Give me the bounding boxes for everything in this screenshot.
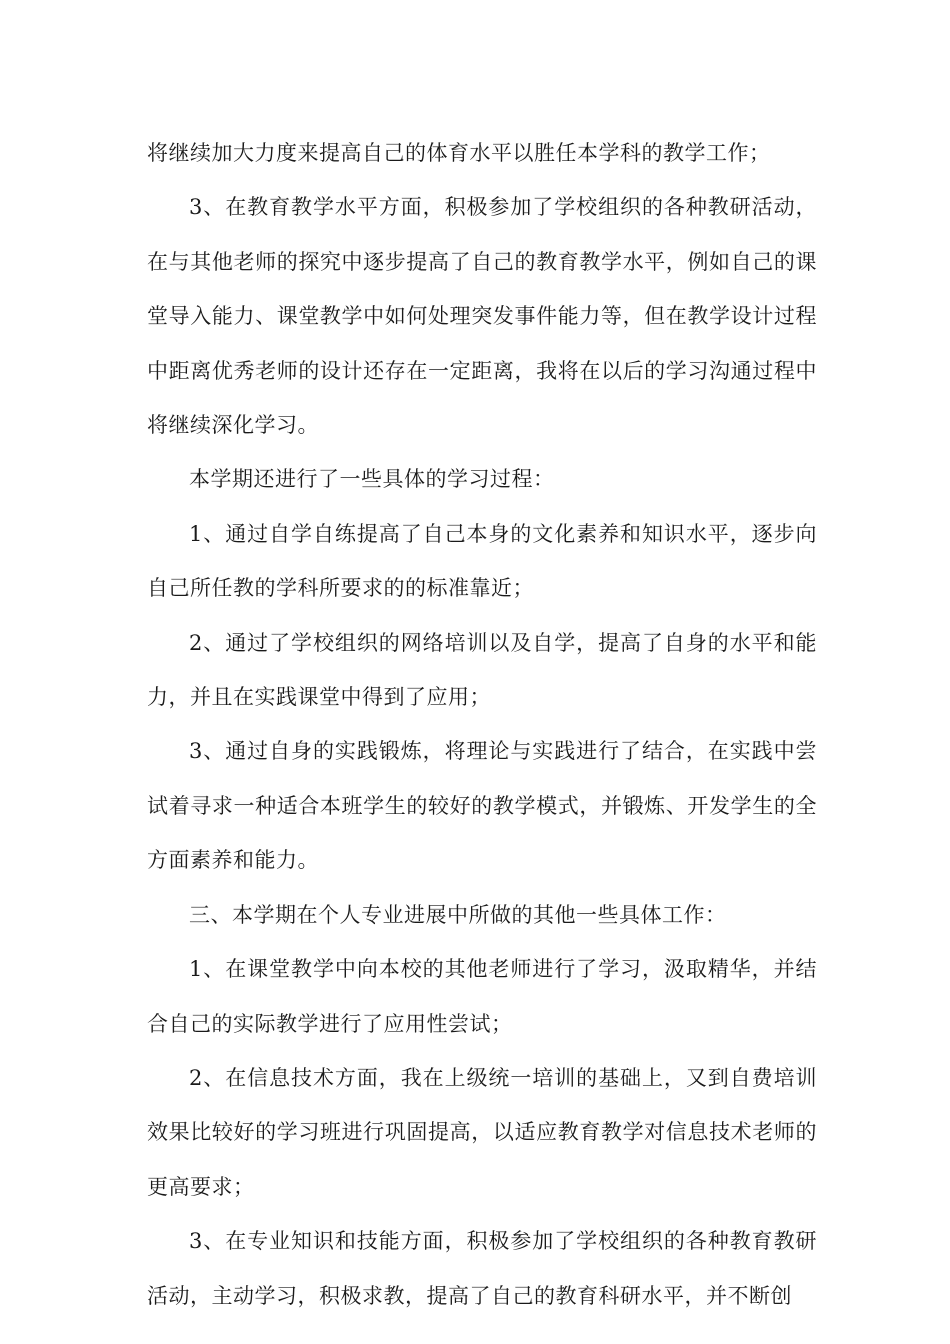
paragraph-learning-intro: 本学期还进行了一些具体的学习过程： bbox=[189, 467, 555, 492]
document-body bbox=[147, 126, 817, 1323]
paragraph-practice: 3、通过自身的实践锻炼，将理论与实践进行了结合，在实践中尝试着寻求一种适合本班学生的较好的教学模式，并锻炼、开发学生的全方面素养和能力。 bbox=[147, 739, 817, 873]
paragraph-it-training: 2、在信息技术方面，我在上级统一培训的基础上，又到自费培训效果比较好的学习班进行巩固提高，以适应教育教学对信息技术老师的更高要求； bbox=[147, 1065, 817, 1199]
paragraph-teaching-level: 3、在教育教学水平方面，积极参加了学校组织的各种教研活动，在与其他老师的探究中逐步提高了自己的教育教学水平，例如自己的课堂导入能力、课堂教学中如何处理突发事件能力等，但在教学设计过程中距离优秀老师的设计还存在一定距离，我将在以后的学习沟通过程中将继续深化学习。 bbox=[147, 195, 817, 438]
paragraph-online-training: 2、通过了学校组织的网络培训以及自学，提高了自身的水平和能力，并且在实践课堂中得到了应用； bbox=[147, 630, 817, 710]
paragraph-classroom-learning: 1、在课堂教学中向本校的其他老师进行了学习，汲取精华，并结合自己的实际教学进行了应用性尝试； bbox=[147, 957, 817, 1036]
paragraph-self-study: 1、通过自学自练提高了自己本身的文化素养和知识水平，逐步向自己所任教的学科所要求的的标准靠近； bbox=[147, 521, 817, 601]
section-heading-other-work: 三、本学期在个人专业进展中所做的其他一些具体工作： bbox=[189, 902, 727, 927]
paragraph-professional-skills: 3、在专业知识和技能方面，积极参加了学校组织的各种教育教研活动，主动学习，积极求教，提高了自己的教育科研水平，并不断创 bbox=[147, 1229, 817, 1308]
paragraph-continuation: 将继续加大力度来提高自己的体育水平以胜任本学科的教学工作； bbox=[147, 141, 771, 165]
